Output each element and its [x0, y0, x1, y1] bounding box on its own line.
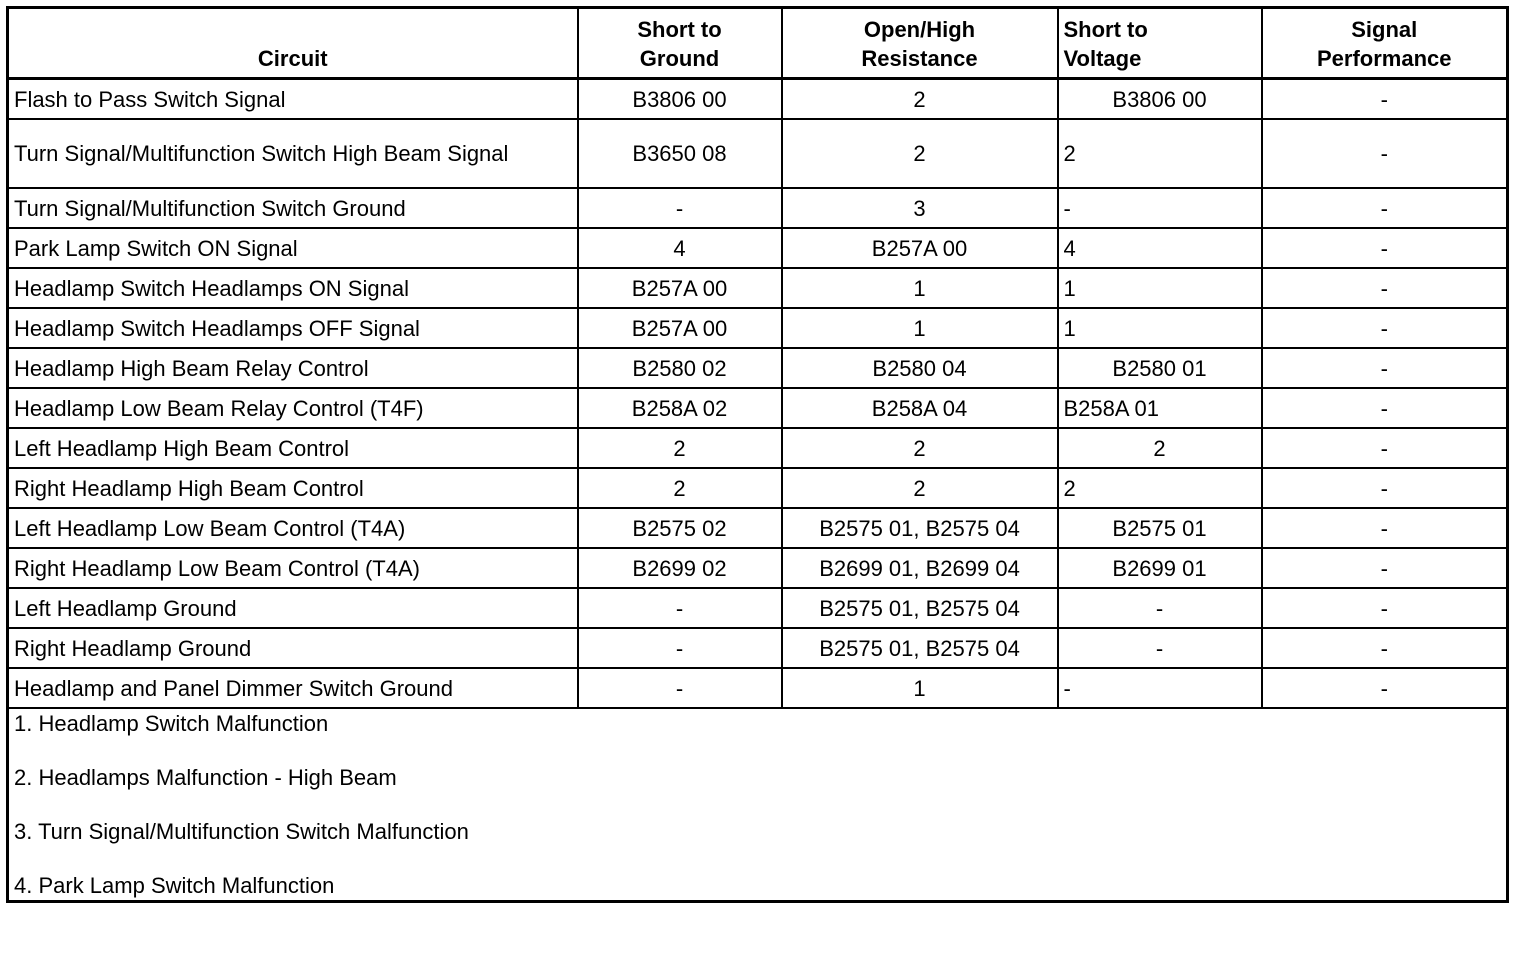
cell-open-high: B2575 01, B2575 04 — [782, 628, 1058, 668]
cell-short-to-voltage: - — [1058, 188, 1262, 228]
cell-circuit: Turn Signal/Multifunction Switch High Beam Signal — [8, 119, 578, 188]
cell-open-high: 1 — [782, 308, 1058, 348]
cell-short-to-ground: B3806 00 — [578, 79, 782, 120]
cell-open-high: 3 — [782, 188, 1058, 228]
cell-short-to-ground: B3650 08 — [578, 119, 782, 188]
cell-short-to-ground: B2580 02 — [578, 348, 782, 388]
cell-circuit: Right Headlamp High Beam Control — [8, 468, 578, 508]
cell-open-high: B2575 01, B2575 04 — [782, 588, 1058, 628]
table-row — [8, 628, 1508, 668]
table-row — [8, 188, 1508, 228]
header-short-to-voltage — [1058, 8, 1262, 79]
cell-circuit: Left Headlamp High Beam Control — [8, 428, 578, 468]
cell-signal-performance: - — [1262, 119, 1508, 188]
cell-open-high: 2 — [782, 468, 1058, 508]
table-row — [8, 668, 1508, 708]
cell-short-to-voltage: - — [1058, 668, 1262, 708]
cell-circuit: Left Headlamp Low Beam Control (T4A) — [8, 508, 578, 548]
cell-short-to-voltage: 2 — [1058, 468, 1262, 508]
table-row — [8, 428, 1508, 468]
cell-short-to-voltage: 1 — [1058, 308, 1262, 348]
cell-circuit: Flash to Pass Switch Signal — [8, 79, 578, 120]
cell-signal-performance: - — [1262, 388, 1508, 428]
header-short-to-voltage-line-2: Voltage — [1063, 46, 1142, 71]
cell-circuit: Right Headlamp Low Beam Control (T4A) — [8, 548, 578, 588]
note-item: 3. Turn Signal/Multifunction Switch Malfunction — [14, 819, 469, 844]
cell-open-high: B2580 04 — [782, 348, 1058, 388]
cell-short-to-ground: B257A 00 — [578, 268, 782, 308]
header-circuit: Circuit — [8, 8, 578, 79]
cell-short-to-ground: B257A 00 — [578, 308, 782, 348]
header-signal-performance-line-1: Signal — [1351, 17, 1418, 42]
cell-signal-performance: - — [1262, 628, 1508, 668]
header-signal-performance — [1262, 8, 1508, 79]
cell-short-to-ground: B2699 02 — [578, 548, 782, 588]
header-signal-performance-line-2: Performance — [1316, 46, 1452, 71]
cell-short-to-ground: B258A 02 — [578, 388, 782, 428]
cell-open-high: 2 — [782, 428, 1058, 468]
cell-circuit: Headlamp and Panel Dimmer Switch Ground — [8, 668, 578, 708]
cell-signal-performance: - — [1262, 188, 1508, 228]
cell-short-to-ground: - — [578, 628, 782, 668]
cell-circuit: Headlamp Low Beam Relay Control (T4F) — [8, 388, 578, 428]
cell-open-high: B2699 01, B2699 04 — [782, 548, 1058, 588]
cell-short-to-ground: 2 — [578, 468, 782, 508]
cell-short-to-voltage: B2575 01 — [1058, 508, 1262, 548]
header-open-high-line-1: Open/High — [863, 17, 976, 42]
cell-short-to-voltage: 4 — [1058, 228, 1262, 268]
header-short-to-ground — [578, 8, 782, 79]
header-open-high-resistance — [782, 8, 1058, 79]
cell-circuit: Headlamp Switch Headlamps ON Signal — [8, 268, 578, 308]
cell-circuit: Headlamp Switch Headlamps OFF Signal — [8, 308, 578, 348]
table-row — [8, 348, 1508, 388]
cell-signal-performance: - — [1262, 428, 1508, 468]
table-row — [8, 308, 1508, 348]
cell-signal-performance: - — [1262, 508, 1508, 548]
table-row — [8, 588, 1508, 628]
cell-short-to-voltage: 2 — [1058, 428, 1262, 468]
cell-signal-performance: - — [1262, 308, 1508, 348]
cell-open-high: 1 — [782, 668, 1058, 708]
cell-open-high: B258A 04 — [782, 388, 1058, 428]
table-row — [8, 268, 1508, 308]
header-short-to-voltage-line-1: Short to — [1063, 17, 1148, 42]
cell-circuit: Park Lamp Switch ON Signal — [8, 228, 578, 268]
circuit-diagnostic-table — [6, 6, 1509, 903]
cell-short-to-voltage: 1 — [1058, 268, 1262, 308]
note-item: 1. Headlamp Switch Malfunction — [14, 711, 329, 736]
header-open-high-line-2: Resistance — [861, 46, 978, 71]
cell-open-high: 2 — [782, 79, 1058, 120]
table-row — [8, 79, 1508, 120]
cell-circuit: Left Headlamp Ground — [8, 588, 578, 628]
cell-short-to-ground: 4 — [578, 228, 782, 268]
cell-signal-performance: - — [1262, 79, 1508, 120]
cell-signal-performance: - — [1262, 548, 1508, 588]
cell-short-to-ground: - — [578, 188, 782, 228]
cell-short-to-voltage: - — [1058, 588, 1262, 628]
note-item: 2. Headlamps Malfunction - High Beam — [14, 765, 397, 790]
notes-cell — [8, 708, 1508, 902]
cell-short-to-voltage: B3806 00 — [1058, 79, 1262, 120]
cell-short-to-voltage: 2 — [1058, 119, 1262, 188]
header-short-to-ground-line-2: Ground — [639, 46, 720, 71]
cell-open-high: B2575 01, B2575 04 — [782, 508, 1058, 548]
cell-short-to-ground: B2575 02 — [578, 508, 782, 548]
cell-signal-performance: - — [1262, 588, 1508, 628]
table-row — [8, 119, 1508, 188]
cell-short-to-voltage: B258A 01 — [1058, 388, 1262, 428]
cell-short-to-voltage: B2580 01 — [1058, 348, 1262, 388]
cell-short-to-ground: - — [578, 588, 782, 628]
table-row — [8, 508, 1508, 548]
notes-row — [8, 708, 1508, 902]
cell-signal-performance: - — [1262, 468, 1508, 508]
table-row — [8, 468, 1508, 508]
cell-open-high: 1 — [782, 268, 1058, 308]
note-item: 4. Park Lamp Switch Malfunction — [14, 873, 335, 898]
table-header-row — [8, 8, 1508, 79]
cell-short-to-voltage: - — [1058, 628, 1262, 668]
table-row — [8, 548, 1508, 588]
cell-signal-performance: - — [1262, 348, 1508, 388]
cell-open-high: 2 — [782, 119, 1058, 188]
table-row — [8, 228, 1508, 268]
cell-short-to-ground: 2 — [578, 428, 782, 468]
cell-short-to-voltage: B2699 01 — [1058, 548, 1262, 588]
cell-circuit: Headlamp High Beam Relay Control — [8, 348, 578, 388]
cell-signal-performance: - — [1262, 268, 1508, 308]
header-short-to-ground-line-1: Short to — [637, 17, 722, 42]
cell-circuit: Turn Signal/Multifunction Switch Ground — [8, 188, 578, 228]
cell-open-high: B257A 00 — [782, 228, 1058, 268]
cell-signal-performance: - — [1262, 228, 1508, 268]
cell-circuit: Right Headlamp Ground — [8, 628, 578, 668]
cell-signal-performance: - — [1262, 668, 1508, 708]
diagnostic-table-container — [6, 6, 1509, 903]
cell-short-to-ground: - — [578, 668, 782, 708]
table-row — [8, 388, 1508, 428]
